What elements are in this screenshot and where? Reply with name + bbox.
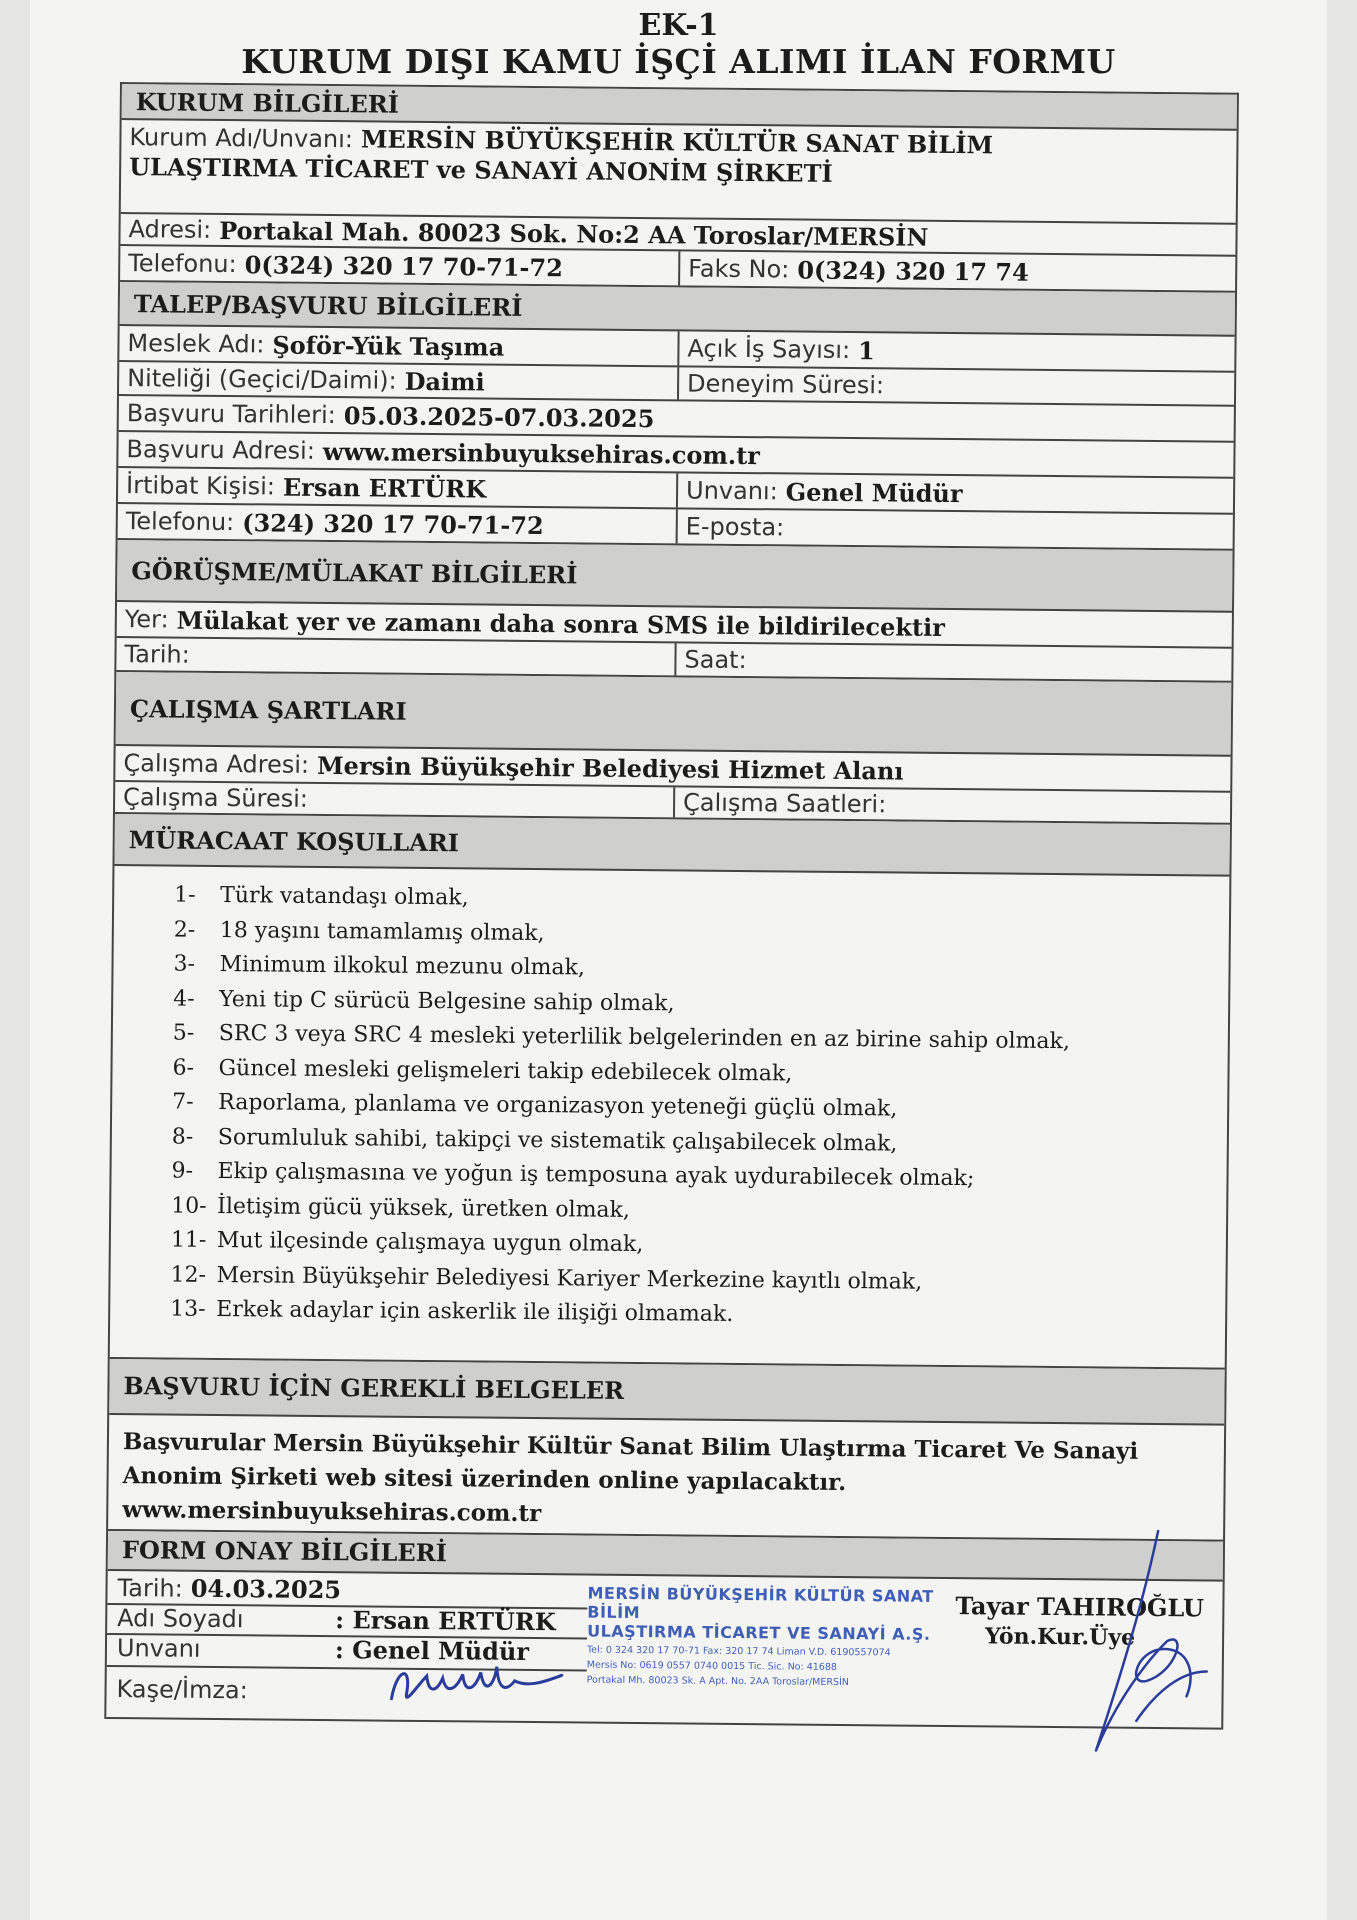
section-interview: GÖRÜŞME/MÜLAKAT BİLGİLERİ [117,540,1233,613]
interview-time-label: Saat: [684,645,747,675]
list-item: 1- Türk vatandaşı olmak, [174,882,469,911]
nature-value: Daimi [404,366,485,397]
contact-phone: (324) 320 17 70-71-72 [242,507,544,540]
work-hours-label: Çalışma Saatleri: [682,788,887,819]
application-address: www.mersinbuyuksehiras.com.tr [322,436,761,470]
section-approval: FORM ONAY BİLGİLERİ [108,1530,1223,1581]
signer-title: Yön.Kur.Üye [984,1622,1136,1651]
institution-address: Portakal Mah. 80023 Sok. No:2 AA Toroslar/MERSİN [219,215,929,252]
stamp-line3: Tel: 0 324 320 17 70-71 Fax: 320 17 74 Liman V.D. 6190557074 [586,1644,891,1658]
interview-date-label: Tarih: [124,640,190,669]
institution-name-row [121,120,1237,225]
stamp-line1: MERSİN BÜYÜKŞEHİR KÜLTÜR SANAT BİLİM [587,1583,934,1622]
interview-place-label: Yer: [124,605,169,634]
list-item: 10- İletişim gücü yüksek, üretken olmak, [171,1193,631,1223]
institution-phone: 0(324) 320 17 70-71-72 [244,249,563,282]
application-address-label: Başvuru Adresi: [126,435,315,465]
openings-value: 1 [857,335,875,365]
approval-title-label: Unvanı [116,1633,201,1663]
section-required-documents: BAŞVURU İÇİN GEREKLİ BELGELER [109,1358,1224,1425]
institution-fax-label: Faks No: [688,254,790,284]
occupation-label: Meslek Adı: [127,329,265,359]
contact-title-label: Unvanı: [685,476,778,506]
section-request: TALEP/BAŞVURU BİLGİLERİ [120,282,1235,337]
approval-date-label: Tarih: [117,1573,183,1603]
approval-name-label: Adı Soyadı [117,1603,244,1633]
institution-address-label: Adresi: [128,215,212,244]
list-item: 3- Minimum ilkokul mezunu olmak, [173,951,586,981]
approval-name: : Ersan ERTÜRK [335,1604,556,1636]
list-item: 6- Güncel mesleki gelişmeleri takip edebilecek olmak, [172,1055,793,1086]
stamp-line5: Portakal Mh. 80023 Sk. A Apt. No. 2AA Toroslar/MERSİN [586,1674,849,1688]
form-title: KURUM DIŞI KAMU İŞÇİ ALIMI İLAN FORMU [241,42,1116,81]
experience-label: Deneyim Süresi: [686,369,885,400]
institution-name-line2: ULAŞTIRMA TİCARET ve SANAYİ ANONİM ŞİRKETİ [129,152,833,188]
list-item: 9- Ekip çalışmasına ve yoğun iş temposuna ayak uydurabilecek olmak; [171,1158,975,1192]
documents-text: Başvurular Mersin Büyükşehir Kültür Sanat Bilim Ulaştırma Ticaret Ve Sanayi Anonim Şirketi web sitesi üzerinden online yapılacaktır. [122,1427,1139,1496]
stamp-line2: ULAŞTIRMA TİCARET VE SANAYİ A.Ş. [587,1621,931,1644]
signer-name: Tayar TAHIROĞLU [955,1590,1205,1622]
section-institution: KURUM BİLGİLERİ [122,84,1237,131]
contact-phone-label: Telefonu: [125,507,235,537]
interview-place: Mülakat yer ve zamanı daha sonra SMS ile bildirilecektir [176,605,945,642]
work-address: Mersin Büyükşehir Belediyesi Hizmet Alanı [316,750,904,786]
stamp-line4: Mersis No: 0619 0557 0740 0015 Tic. Sic. No: 41688 [586,1659,838,1673]
handwritten-signature-left [376,1643,577,1715]
company-stamp [587,1583,978,1689]
application-dates: 05.03.2025-07.03.2025 [343,400,655,433]
annex-label: EK-1 [638,8,719,43]
list-item: 12- Mersin Büyükşehir Belediyesi Kariyer Merkezine kayıtlı olmak, [170,1262,923,1295]
institution-name-label: Kurum Adı/Unvanı: [129,123,354,154]
handwritten-signature-right [1036,1519,1238,1761]
institution-phone-label: Telefonu: [128,249,237,279]
list-item: 4- Yeni tip C sürücü Belgesine sahip olmak, [173,986,675,1016]
institution-name-line1: MERSİN BÜYÜKŞEHİR KÜLTÜR SANAT BİLİM [360,124,994,160]
application-dates-label: Başvuru Tarihleri: [126,399,336,430]
list-item: 7- Raporlama, planlama ve organizasyon yeteneği güçlü olmak, [172,1089,898,1122]
approval-block [106,1570,1222,1729]
documents-url: www.mersinbuyuksehiras.com.tr [122,1495,542,1527]
contact-person: Ersan ERTÜRK [282,472,487,504]
section-work-conditions: ÇALIŞMA ŞARTLARI [116,672,1232,757]
list-item: 2- 18 yaşını tamamlamış olmak, [173,917,545,946]
contact-label: İrtibat Kişisi: [125,471,276,501]
openings-label: Açık İş Sayısı: [687,334,851,365]
email-label: E-posta: [685,512,785,542]
approval-title: : Genel Müdür [334,1634,530,1666]
conditions-list [110,866,1230,1369]
seal-signature-label: Kaşe/İmza: [116,1674,248,1704]
section-application-conditions: MÜRACAAT KOŞULLARI [114,814,1229,877]
list-item: 8- Sorumluluk sahibi, takipçi ve sistematik çalışabilecek olmak, [171,1124,898,1157]
approval-date: 04.03.2025 [190,1573,342,1604]
list-item: 5- SRC 3 veya SRC 4 mesleki yeterlilik belgelerinden en az birine sahip olmak, [172,1020,1071,1055]
nature-label: Niteliği (Geçici/Daimi): [127,364,397,395]
work-duration-label: Çalışma Süresi: [123,783,309,813]
work-address-label: Çalışma Adresi: [123,749,310,779]
list-item: 11- Mut ilçesinde çalışmaya uygun olmak, [170,1227,644,1258]
occupation-value: Şoför-Yük Taşıma [272,329,505,362]
contact-title: Genel Müdür [785,476,963,508]
list-item: 13- Erkek adaylar için askerlik ile ilişiği olmamak. [170,1296,734,1327]
institution-fax: 0(324) 320 17 74 [797,255,1029,287]
job-posting-form [104,82,1239,1729]
